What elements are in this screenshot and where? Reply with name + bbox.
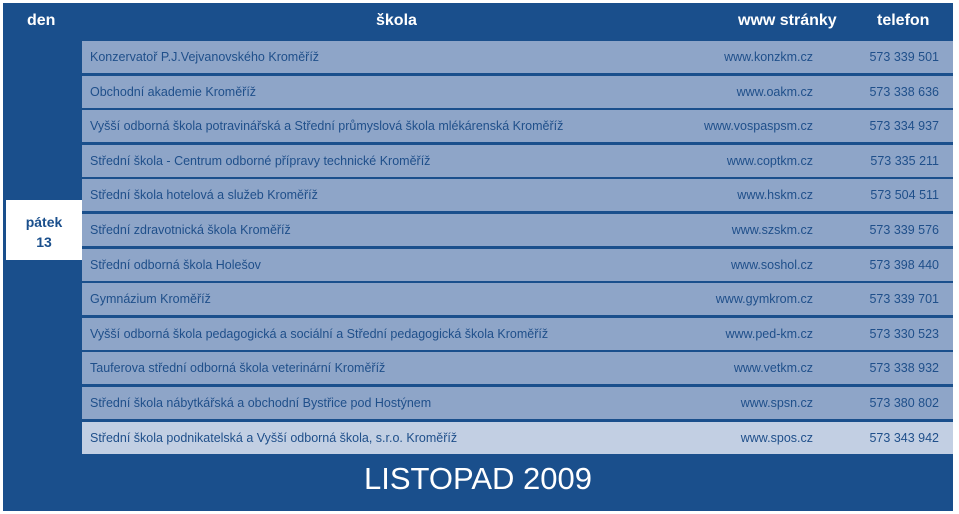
- school-phone: 573 343 942: [869, 431, 939, 445]
- school-row: [82, 249, 953, 281]
- school-website-link[interactable]: www.soshol.cz: [731, 258, 813, 272]
- school-website-link[interactable]: www.ped-km.cz: [725, 327, 813, 341]
- school-name: Gymnázium Kroměříž: [90, 292, 211, 306]
- school-website-link[interactable]: www.gymkrom.cz: [715, 292, 813, 306]
- school-phone: 573 504 511: [870, 188, 939, 202]
- school-phone: 573 335 211: [870, 154, 939, 168]
- school-phone: 573 380 802: [869, 396, 939, 410]
- header-den: den: [27, 12, 56, 29]
- school-name: Konzervatoř P.J.Vejvanovského Kroměříž: [90, 50, 320, 64]
- school-website-link[interactable]: www.vetkm.cz: [733, 361, 813, 375]
- school-row: [82, 110, 953, 142]
- school-name: Střední škola podnikatelská a Vyšší odborná škola, s.r.o. Kroměříž: [90, 431, 458, 445]
- school-phone: 573 339 701: [869, 292, 939, 306]
- school-name: Střední škola - Centrum odborné přípravy technické Kroměříž: [90, 154, 431, 168]
- schedule-frame: [3, 3, 953, 511]
- school-name: Vyšší odborná škola potravinářská a Střední průmyslová škola mlékárenská Kroměříž: [90, 119, 564, 133]
- school-name: Střední škola nábytkářská a obchodní Bystřice pod Hostýnem: [90, 396, 432, 410]
- school-phone: 573 334 937: [869, 119, 939, 133]
- school-row: [82, 41, 953, 73]
- school-row: [82, 318, 953, 350]
- school-row: [82, 422, 953, 454]
- day-cell: [6, 200, 82, 260]
- school-website-link[interactable]: www.spos.cz: [740, 431, 813, 445]
- school-phone: 573 339 576: [869, 223, 939, 237]
- school-name: Vyšší odborná škola pedagogická a sociální a Střední pedagogická škola Kroměříž: [90, 327, 549, 341]
- school-name: Střední škola hotelová a služeb Kroměříž: [90, 188, 318, 202]
- header-telefon: telefon: [877, 12, 930, 29]
- school-phone: 573 339 501: [869, 50, 939, 64]
- school-website-link[interactable]: www.coptkm.cz: [726, 154, 813, 168]
- school-phone: 573 338 636: [869, 85, 939, 99]
- school-website-link[interactable]: www.oakm.cz: [736, 85, 813, 99]
- school-website-link[interactable]: www.spsn.cz: [740, 396, 813, 410]
- school-name: Střední odborná škola Holešov: [90, 258, 261, 272]
- school-website-link[interactable]: www.vospaspsm.cz: [703, 119, 813, 133]
- school-name: Tauferova střední odborná škola veterinární Kroměříž: [90, 361, 386, 375]
- school-phone: 573 338 932: [869, 361, 939, 375]
- header-skola: škola: [376, 12, 417, 29]
- day-number: 13: [36, 234, 52, 250]
- school-website-link[interactable]: www.konzkm.cz: [724, 50, 813, 64]
- school-website-link[interactable]: www.szskm.cz: [731, 223, 813, 237]
- school-row: [82, 214, 953, 246]
- school-website-link[interactable]: www.hskm.cz: [737, 188, 813, 202]
- school-row: [82, 387, 953, 419]
- school-row: [82, 145, 953, 177]
- school-phone: 573 330 523: [869, 327, 939, 341]
- school-name: Obchodní akademie Kroměříž: [90, 85, 257, 99]
- school-row: [82, 283, 953, 315]
- school-row: [82, 352, 953, 384]
- footer-title: LISTOPAD 2009: [363, 461, 593, 496]
- school-name: Střední zdravotnická škola Kroměříž: [90, 223, 291, 237]
- school-row: [82, 76, 953, 108]
- school-phone: 573 398 440: [869, 258, 939, 272]
- school-row: [82, 179, 953, 211]
- day-label: pátek: [25, 214, 63, 230]
- header-www: www stránky: [738, 12, 837, 29]
